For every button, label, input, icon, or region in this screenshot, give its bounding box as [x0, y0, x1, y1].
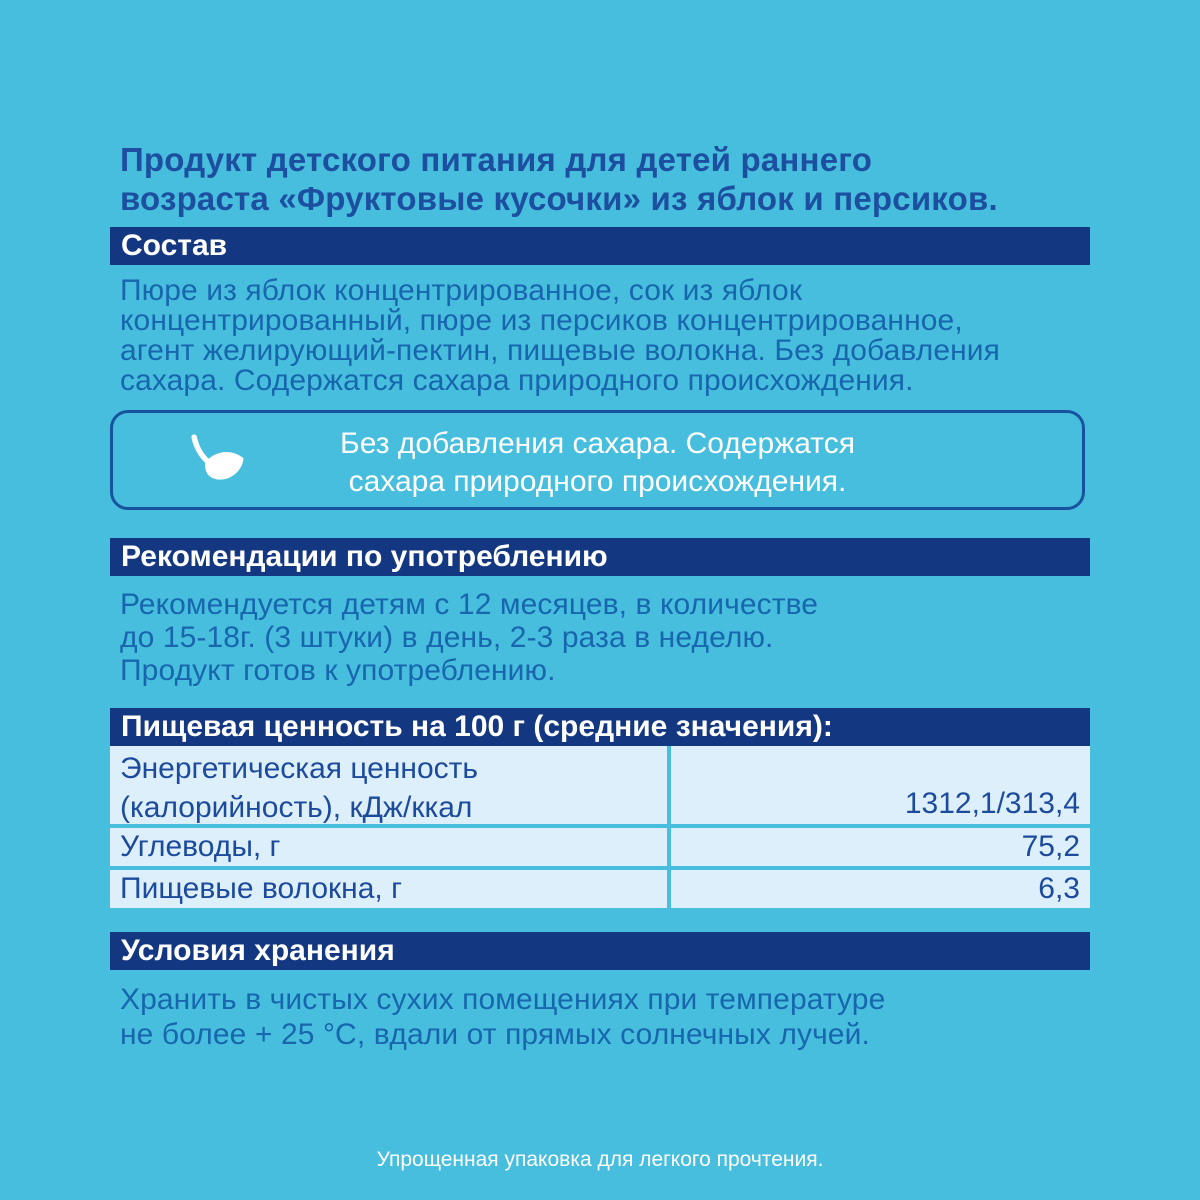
nutrition-table — [110, 746, 1090, 908]
section-header-label: Рекомендации по употреблению — [121, 540, 608, 573]
leaf-icon — [185, 431, 249, 489]
table-cell-value: 1312,1/313,4 — [671, 746, 1090, 824]
table-label-line: Энергетическая ценность — [120, 752, 479, 785]
section-header-recommendations — [110, 538, 1090, 576]
section-header-storage — [110, 932, 1090, 970]
section-header-nutrition — [110, 708, 1090, 746]
section-header-label: Состав — [121, 229, 228, 262]
composition-line: Пюре из яблок концентрированное, сок из яблок — [120, 274, 803, 307]
table-cell-label: Углеводы, г — [110, 828, 667, 866]
composition-line: агент желирующий-пектин, пищевые волокна. Без добавления — [120, 334, 1001, 367]
table-row-energy — [110, 746, 1090, 824]
packaging-footnote: Упрощенная упаковка для легкого прочтения. — [376, 1148, 824, 1171]
table-cell-value: 75,2 — [671, 828, 1090, 866]
no-sugar-line: сахара природного происхождения. — [348, 465, 847, 498]
section-header-label: Пищевая ценность на 100 г (средние значения): — [121, 710, 833, 743]
recommendations-line: Рекомендуется детям с 12 месяцев, в количестве — [120, 588, 819, 621]
product-title-line: Продукт детского питания для детей раннего — [120, 141, 873, 178]
composition-line: концентрированный, пюре из персиков концентрированное, — [120, 304, 963, 337]
storage-line: Хранить в чистых сухих помещениях при температуре — [120, 983, 886, 1016]
table-cell-value: 6,3 — [671, 870, 1090, 908]
table-label-line: (калорийность), кДж/ккал — [120, 791, 473, 824]
product-label — [110, 0, 1090, 1052]
table-row-fiber — [110, 870, 1090, 908]
composition-text — [110, 276, 1090, 396]
product-title-line: возраста «Фруктовые кусочки» из яблок и персиков. — [120, 180, 998, 217]
no-sugar-text — [113, 413, 1082, 501]
table-row-carbohydrates — [110, 828, 1090, 866]
table-cell-label — [110, 746, 667, 824]
composition-line: сахара. Содержатся сахара природного происхождения. — [120, 364, 914, 397]
recommendations-line: до 15-18г. (3 штуки) в день, 2-3 раза в неделю. — [120, 621, 774, 654]
storage-text — [110, 982, 1090, 1052]
section-header-composition — [110, 227, 1090, 265]
storage-line: не более + 25 °С, вдали от прямых солнечных лучей. — [120, 1018, 870, 1051]
recommendations-line: Продукт готов к употреблению. — [120, 654, 556, 687]
product-title — [110, 140, 1090, 218]
no-sugar-callout — [110, 410, 1085, 510]
recommendations-text — [110, 588, 1090, 687]
section-header-label: Условия хранения — [121, 934, 395, 967]
table-cell-label: Пищевые волокна, г — [110, 870, 667, 908]
no-sugar-line: Без добавления сахара. Содержатся — [340, 427, 855, 460]
